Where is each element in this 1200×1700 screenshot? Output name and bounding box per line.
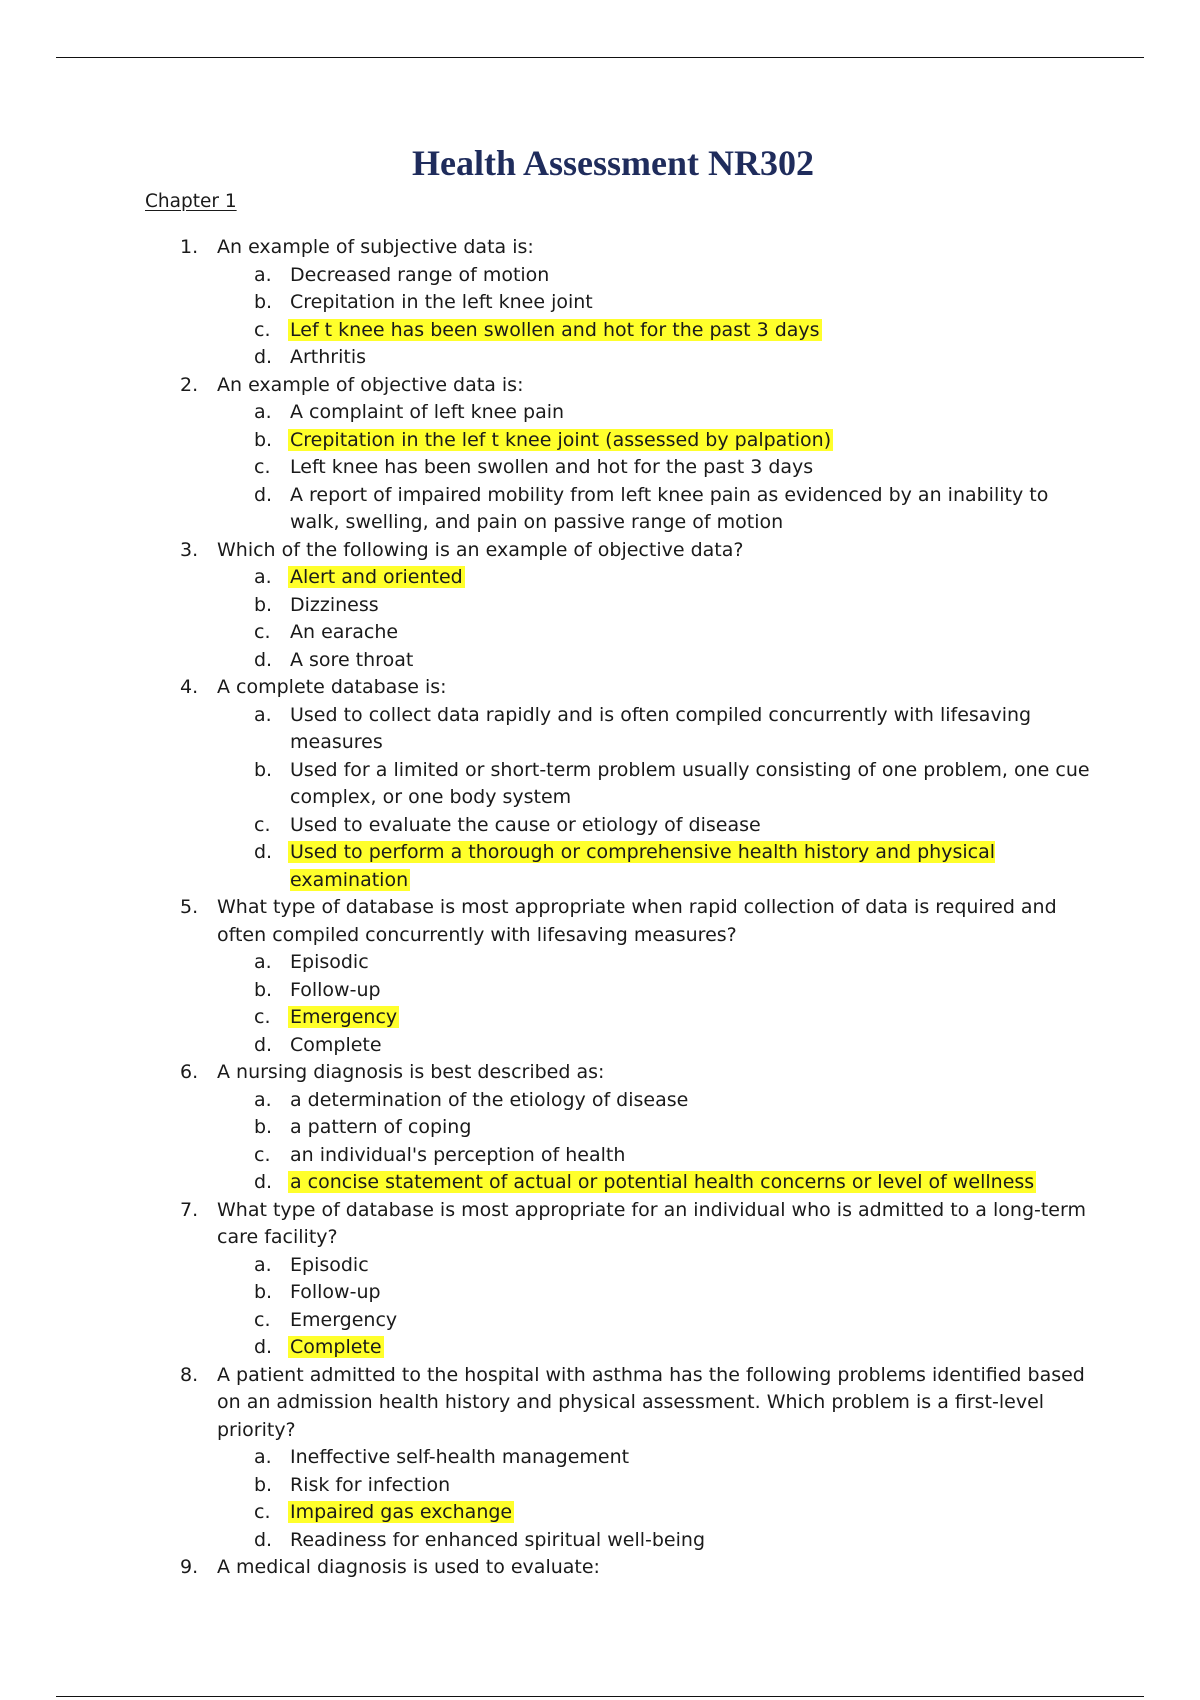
option-letter: b. bbox=[254, 978, 273, 1001]
question-number: 3. bbox=[180, 538, 199, 561]
question-text: A medical diagnosis is used to evaluate: bbox=[217, 1556, 600, 1578]
option-letter: c. bbox=[254, 1308, 271, 1331]
option-letter: d. bbox=[254, 1171, 273, 1193]
question-item bbox=[0, 234, 1097, 372]
option-text-wrap bbox=[290, 1087, 1090, 1115]
question-number: 5. bbox=[180, 896, 199, 918]
question-text: What type of database is most appropriate when rapid collection of data is required and often compiled concurrently with lifesaving measures? bbox=[217, 896, 1057, 946]
option-text-wrap bbox=[290, 1279, 1090, 1307]
option-letter: a. bbox=[254, 703, 272, 726]
option-letter: d. bbox=[254, 346, 273, 368]
option-text: A report of impaired mobility from left knee pain as evidenced by an inability to walk, swelling, and pain on passive range of motion bbox=[290, 483, 1049, 533]
option-text-wrap bbox=[290, 1444, 1090, 1472]
highlighted-answer-text: Lef t knee has been swollen and hot for the past 3 days bbox=[290, 318, 820, 341]
option-letter: a. bbox=[254, 566, 272, 588]
option-letter: d. bbox=[254, 648, 273, 671]
option-text: Used to collect data rapidly and is often compiled concurrently with lifesaving measures bbox=[290, 703, 1032, 753]
answer-option-correct bbox=[0, 564, 1097, 592]
option-text-wrap bbox=[290, 1252, 1090, 1280]
option-text: Episodic bbox=[290, 951, 369, 973]
highlighted-answer-text: Crepitation in the lef t knee joint (assessed by palpation) bbox=[290, 428, 832, 451]
option-text-wrap bbox=[290, 1334, 1090, 1362]
answer-options bbox=[0, 564, 1097, 674]
option-text-wrap bbox=[290, 1472, 1090, 1500]
answer-option bbox=[0, 1252, 1097, 1280]
option-letter: d. bbox=[254, 1033, 273, 1056]
option-text-wrap bbox=[290, 564, 1090, 592]
question-text: An example of objective data is: bbox=[217, 373, 524, 396]
answer-options bbox=[0, 399, 1097, 537]
option-text: Used to evaluate the cause or etiology of disease bbox=[290, 813, 761, 836]
option-text: Episodic bbox=[290, 1253, 369, 1276]
option-text-wrap bbox=[290, 262, 1090, 290]
option-text-wrap bbox=[290, 619, 1090, 647]
question-number: 6. bbox=[180, 1061, 199, 1083]
question-number: 2. bbox=[180, 373, 199, 396]
option-letter: c. bbox=[254, 813, 271, 836]
question-text: A nursing diagnosis is best described as: bbox=[217, 1061, 605, 1083]
option-text: Crepitation in the left knee joint bbox=[290, 291, 593, 313]
question-text: What type of database is most appropriate for an individual who is admitted to a long-term care facility? bbox=[217, 1198, 1086, 1248]
option-letter: a. bbox=[254, 263, 272, 286]
option-text-wrap bbox=[290, 427, 1090, 455]
answer-option bbox=[0, 482, 1097, 537]
option-letter: c. bbox=[254, 1006, 271, 1028]
answer-options bbox=[0, 262, 1097, 372]
option-letter: a. bbox=[254, 951, 272, 973]
answer-option bbox=[0, 977, 1097, 1005]
option-text: a pattern of coping bbox=[290, 1116, 472, 1138]
option-letter: d. bbox=[254, 1336, 273, 1358]
option-letter: b. bbox=[254, 428, 273, 451]
option-text-wrap bbox=[290, 647, 1090, 675]
option-letter: d. bbox=[254, 483, 273, 506]
option-text: Complete bbox=[290, 1033, 382, 1056]
option-text-wrap bbox=[290, 1142, 1090, 1170]
answer-option-correct bbox=[0, 1169, 1097, 1197]
option-text: a determination of the etiology of disease bbox=[290, 1088, 689, 1111]
option-text: A complaint of left knee pain bbox=[290, 401, 565, 423]
option-letter: d. bbox=[254, 841, 273, 863]
option-text-wrap bbox=[290, 757, 1090, 812]
option-text: Left knee has been swollen and hot for the past 3 days bbox=[290, 456, 814, 478]
option-text-wrap bbox=[290, 1307, 1090, 1335]
question-item bbox=[0, 1554, 1097, 1582]
answer-option bbox=[0, 289, 1097, 317]
option-text: Follow-up bbox=[290, 978, 381, 1001]
answer-option bbox=[0, 702, 1097, 757]
option-text-wrap bbox=[290, 1032, 1090, 1060]
option-text-wrap bbox=[290, 317, 1090, 345]
answer-option bbox=[0, 619, 1097, 647]
answer-option bbox=[0, 647, 1097, 675]
option-text: An earache bbox=[290, 621, 399, 643]
question-item bbox=[0, 894, 1097, 1059]
question-number: 8. bbox=[180, 1363, 199, 1386]
option-text-wrap bbox=[290, 454, 1090, 482]
answer-option bbox=[0, 1444, 1097, 1472]
bottom-rule bbox=[56, 1696, 1144, 1697]
option-text: Readiness for enhanced spiritual well-being bbox=[290, 1528, 706, 1551]
question-text: An example of subjective data is: bbox=[217, 236, 534, 258]
option-letter: a. bbox=[254, 1088, 272, 1111]
question-item bbox=[0, 372, 1097, 537]
option-text-wrap bbox=[290, 289, 1090, 317]
answer-option bbox=[0, 262, 1097, 290]
answer-option-correct bbox=[0, 427, 1097, 455]
option-letter: b. bbox=[254, 1116, 273, 1138]
question-number: 1. bbox=[180, 236, 199, 258]
option-letter: d. bbox=[254, 1528, 273, 1551]
option-letter: a. bbox=[254, 1446, 272, 1468]
option-text-wrap bbox=[290, 344, 1090, 372]
answer-option-correct bbox=[0, 839, 1097, 894]
option-text-wrap bbox=[290, 949, 1090, 977]
option-text: Risk for infection bbox=[290, 1473, 451, 1496]
option-letter: b. bbox=[254, 1473, 273, 1496]
answer-option bbox=[0, 1032, 1097, 1060]
option-text-wrap bbox=[290, 1114, 1090, 1142]
chapter-heading: Chapter 1 bbox=[145, 191, 237, 212]
page-title: Health Assessment NR302 bbox=[412, 143, 814, 183]
option-text-wrap bbox=[290, 839, 1090, 894]
answer-option bbox=[0, 1279, 1097, 1307]
option-text-wrap bbox=[290, 1169, 1090, 1197]
option-text: Used for a limited or short-term problem usually consisting of one problem, one cue complex, or one body system bbox=[290, 758, 1090, 808]
option-text: Ineffective self-health management bbox=[290, 1446, 630, 1468]
answer-option-correct bbox=[0, 1334, 1097, 1362]
question-number: 4. bbox=[180, 676, 199, 698]
option-text-wrap bbox=[290, 1499, 1090, 1527]
option-letter: c. bbox=[254, 1143, 271, 1166]
option-text: an individual's perception of health bbox=[290, 1143, 626, 1166]
option-letter: c. bbox=[254, 1501, 271, 1523]
option-letter: b. bbox=[254, 291, 273, 313]
question-number: 9. bbox=[180, 1556, 199, 1578]
option-text-wrap bbox=[290, 482, 1090, 537]
highlighted-answer-text: Used to perform a thorough or comprehensive health history and physical examination bbox=[290, 841, 995, 891]
top-rule bbox=[56, 57, 1144, 58]
answer-option-correct bbox=[0, 1499, 1097, 1527]
option-text: A sore throat bbox=[290, 648, 414, 671]
answer-options bbox=[0, 949, 1097, 1059]
answer-option bbox=[0, 344, 1097, 372]
answer-options bbox=[0, 1087, 1097, 1197]
option-letter: c. bbox=[254, 621, 271, 643]
option-text: Decreased range of motion bbox=[290, 263, 550, 286]
answer-options bbox=[0, 1444, 1097, 1554]
answer-option bbox=[0, 812, 1097, 840]
question-item bbox=[0, 674, 1097, 894]
answer-option-correct bbox=[0, 317, 1097, 345]
question-item bbox=[0, 537, 1097, 675]
highlighted-answer-text: Emergency bbox=[290, 1006, 398, 1028]
option-text-wrap bbox=[290, 977, 1090, 1005]
option-letter: b. bbox=[254, 758, 273, 781]
option-text-wrap bbox=[290, 1527, 1090, 1555]
answer-option-correct bbox=[0, 1004, 1097, 1032]
option-letter: c. bbox=[254, 456, 271, 478]
question-item bbox=[0, 1197, 1097, 1362]
answer-options bbox=[0, 1252, 1097, 1362]
option-text: Emergency bbox=[290, 1308, 398, 1331]
highlighted-answer-text: Alert and oriented bbox=[290, 566, 463, 588]
question-item bbox=[0, 1362, 1097, 1555]
option-letter: a. bbox=[254, 1253, 272, 1276]
option-text-wrap bbox=[290, 592, 1090, 620]
question-text: A patient admitted to the hospital with asthma has the following problems identified based on an admission health history and physical assessment. Which problem is a first-level priority? bbox=[217, 1363, 1085, 1441]
highlighted-answer-text: a concise statement of actual or potential health concerns or level of wellness bbox=[290, 1171, 1035, 1193]
option-text: Follow-up bbox=[290, 1281, 381, 1303]
answer-option bbox=[0, 757, 1097, 812]
question-number: 7. bbox=[180, 1198, 199, 1221]
answer-option bbox=[0, 1307, 1097, 1335]
option-text-wrap bbox=[290, 812, 1090, 840]
question-text: Which of the following is an example of objective data? bbox=[217, 538, 744, 561]
option-text: Arthritis bbox=[290, 346, 367, 368]
question-list bbox=[0, 234, 1097, 1582]
answer-option bbox=[0, 1114, 1097, 1142]
highlighted-answer-text: Complete bbox=[290, 1336, 382, 1358]
answer-option bbox=[0, 1087, 1097, 1115]
answer-options bbox=[0, 702, 1097, 895]
option-letter: b. bbox=[254, 1281, 273, 1303]
answer-option bbox=[0, 949, 1097, 977]
option-letter: b. bbox=[254, 593, 273, 616]
answer-option bbox=[0, 592, 1097, 620]
option-text-wrap bbox=[290, 702, 1090, 757]
option-text: Dizziness bbox=[290, 593, 379, 616]
answer-option bbox=[0, 1472, 1097, 1500]
option-text-wrap bbox=[290, 399, 1090, 427]
answer-option bbox=[0, 1142, 1097, 1170]
question-text: A complete database is: bbox=[217, 676, 447, 698]
option-text-wrap bbox=[290, 1004, 1090, 1032]
highlighted-answer-text: Impaired gas exchange bbox=[290, 1501, 513, 1523]
option-letter: c. bbox=[254, 318, 271, 341]
option-letter: a. bbox=[254, 401, 272, 423]
answer-option bbox=[0, 1527, 1097, 1555]
answer-option bbox=[0, 399, 1097, 427]
answer-option bbox=[0, 454, 1097, 482]
question-item bbox=[0, 1059, 1097, 1197]
